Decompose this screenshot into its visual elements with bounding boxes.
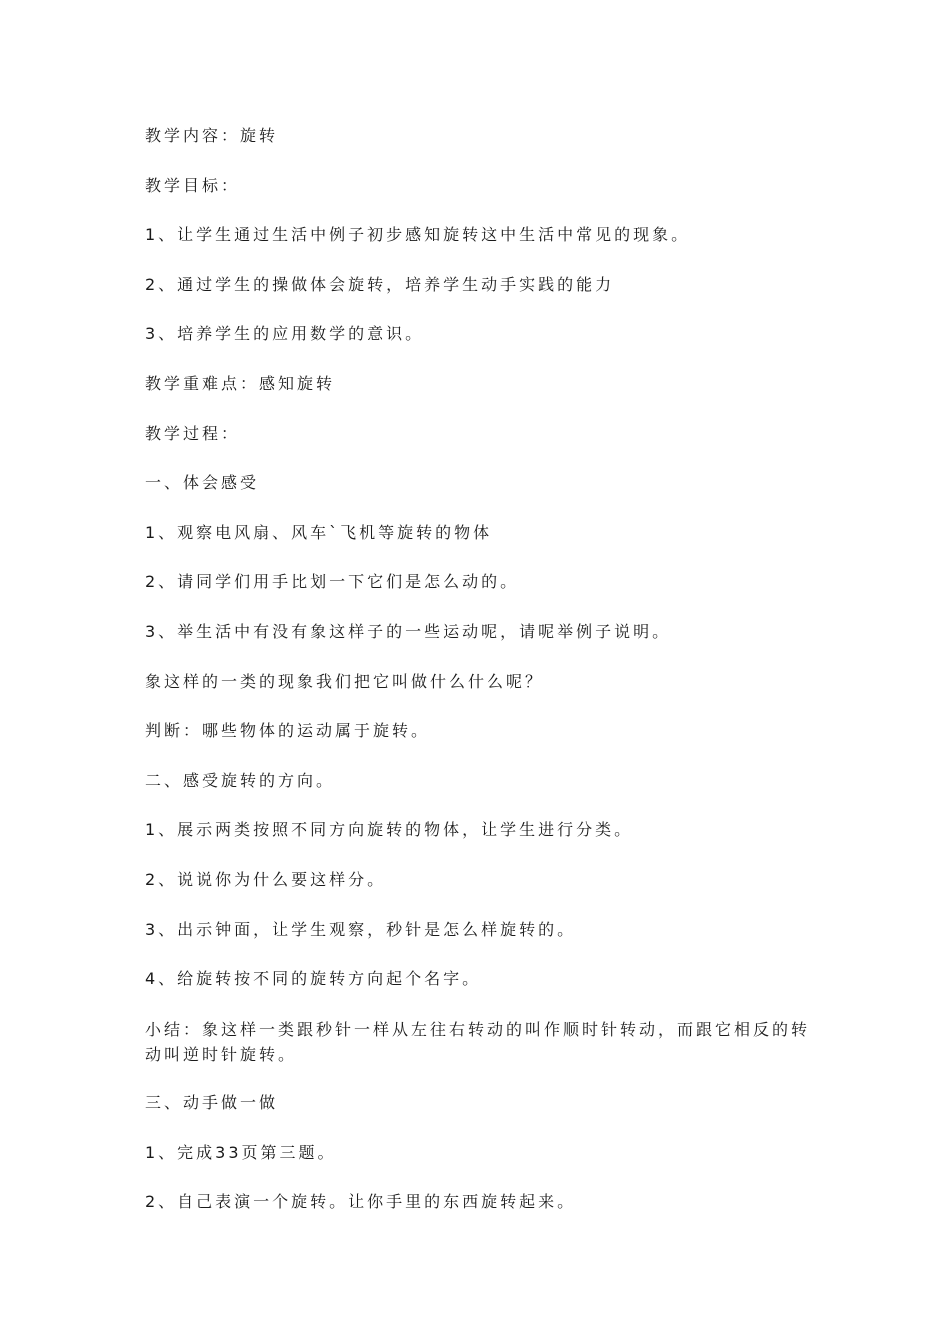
- section-3-item-2: 2、自己表演一个旋转。让你手里的东西旋转起来。: [145, 1192, 577, 1212]
- section-1-item-2: 2、请同学们用手比划一下它们是怎么动的。: [145, 572, 520, 592]
- section-3-heading: 三、动手做一做: [145, 1093, 279, 1113]
- document-body: [145, 124, 815, 1240]
- teaching-content-line: 教学内容：旋转: [145, 126, 279, 145]
- teaching-goals-heading: 教学目标：: [145, 175, 241, 195]
- section-1-question: 象这样的一类的现象我们把它叫做什么什么呢？: [145, 671, 545, 691]
- teaching-process-heading: 教学过程：: [145, 423, 241, 443]
- section-3-item-1: 1、完成33页第三题。: [145, 1142, 337, 1162]
- section-1-heading: 一、体会感受: [145, 473, 260, 493]
- section-2-heading: 二、感受旋转的方向。: [145, 770, 336, 790]
- section-1-item-3: 3、举生活中有没有象这样子的一些运动呢，请呢举例子说明。: [145, 621, 672, 641]
- section-2-item-1: 1、展示两类按照不同方向旋转的物体，让学生进行分类。: [145, 820, 634, 840]
- section-2-item-4: 4、给旋转按不同的旋转方向起个名字。: [145, 969, 482, 989]
- section-2-item-3: 3、出示钟面，让学生观察，秒针是怎么样旋转的。: [145, 919, 577, 939]
- key-points-line: 教学重难点：感知旋转: [145, 373, 336, 393]
- section-1-item-1: 1、观察电风扇、风车`飞机等旋转的物体: [145, 522, 493, 542]
- goal-item-2: 2、通过学生的操做体会旋转，培养学生动手实践的能力: [145, 274, 615, 294]
- section-2-item-2: 2、说说你为什么要这样分。: [145, 869, 387, 889]
- section-2-summary: 小结：象这样一类跟秒针一样从左往右转动的叫作顺时针转动，而跟它相反的转动叫逆时针旋转。: [145, 1019, 811, 1064]
- section-1-judgement: 判断：哪些物体的运动属于旋转。: [145, 721, 431, 741]
- goal-item-3: 3、培养学生的应用数学的意识。: [145, 324, 425, 344]
- goal-item-1: 1、让学生通过生活中例子初步感知旋转这中生活中常见的现象。: [145, 225, 691, 245]
